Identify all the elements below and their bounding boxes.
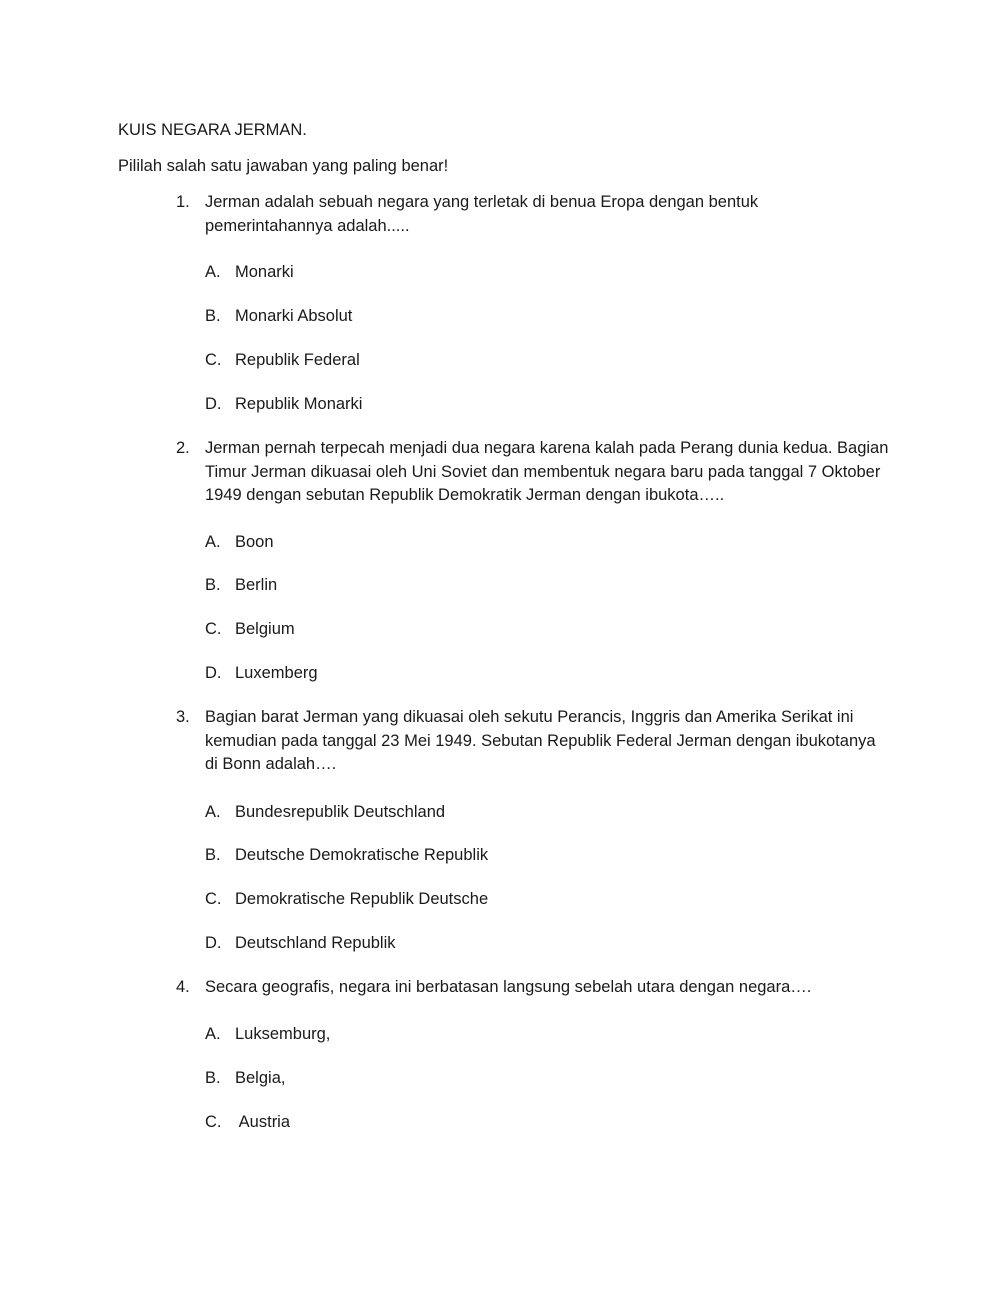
question-4-text bbox=[205, 976, 895, 1000]
question-2-option-c[interactable] bbox=[205, 618, 295, 640]
option-letter: C. bbox=[205, 351, 222, 369]
option-text: Belgium bbox=[235, 620, 295, 638]
option-text: Berlin bbox=[235, 576, 278, 594]
option-text: Bundesrepublik Deutschland bbox=[235, 803, 446, 821]
question-2-line: Jerman pernah terpecah menjadi dua negara karena kalah pada Perang dunia kedua. Bagian bbox=[205, 439, 889, 457]
option-letter: C. bbox=[205, 620, 222, 638]
question-4-option-a[interactable] bbox=[205, 1023, 330, 1045]
question-4-option-b[interactable] bbox=[205, 1067, 285, 1089]
question-2-number: 2. bbox=[176, 439, 190, 457]
question-4-option-c[interactable] bbox=[205, 1111, 290, 1133]
option-text: Boon bbox=[235, 533, 274, 551]
question-1-line: pemerintahannya adalah..... bbox=[205, 216, 410, 235]
question-3-line: di Bonn adalah…. bbox=[205, 755, 337, 773]
question-2-option-a[interactable] bbox=[205, 531, 274, 553]
question-2-option-b[interactable] bbox=[205, 574, 277, 596]
option-letter: B. bbox=[205, 1069, 221, 1087]
option-text: Monarki Absolut bbox=[235, 307, 353, 325]
question-3-line: kemudian pada tanggal 23 Mei 1949. Sebutan Republik Federal Jerman dengan ibukotanya bbox=[205, 731, 876, 750]
question-2-line: 1949 dengan sebutan Republik Demokratik Jerman dengan ibukota….. bbox=[205, 486, 725, 504]
option-text: Monarki bbox=[235, 263, 294, 281]
question-1-option-b[interactable] bbox=[205, 305, 352, 327]
question-1-line: Jerman adalah sebuah negara yang terletak di benua Eropa dengan bentuk bbox=[205, 193, 759, 211]
question-3-line: Bagian barat Jerman yang dikuasai oleh sekutu Perancis, Inggris dan Amerika Serikat ini bbox=[205, 708, 854, 726]
option-letter: D. bbox=[205, 395, 222, 413]
option-text: Deutsche Demokratische Republik bbox=[235, 846, 489, 864]
question-3-option-a[interactable] bbox=[205, 801, 445, 823]
question-1-option-c[interactable] bbox=[205, 349, 360, 371]
option-letter: A. bbox=[205, 803, 221, 821]
option-letter: B. bbox=[205, 576, 221, 594]
option-letter: B. bbox=[205, 307, 221, 325]
option-text: Belgia, bbox=[235, 1069, 286, 1087]
option-letter: A. bbox=[205, 263, 221, 281]
question-2-option-d[interactable] bbox=[205, 662, 318, 684]
option-text: Republik Federal bbox=[235, 351, 360, 369]
question-2-line: Timur Jerman dikuasai oleh Uni Soviet dan membentuk negara baru pada tanggal 7 Oktober bbox=[205, 462, 881, 481]
option-letter: D. bbox=[205, 934, 222, 952]
option-text: Republik Monarki bbox=[235, 395, 363, 413]
question-1-text bbox=[205, 191, 895, 238]
question-3-option-d[interactable] bbox=[205, 932, 396, 954]
option-text: Demokratische Republik Deutsche bbox=[235, 890, 489, 908]
option-letter: B. bbox=[205, 846, 221, 864]
option-letter: C. bbox=[205, 890, 222, 908]
question-1-option-d[interactable] bbox=[205, 393, 362, 415]
option-letter: D. bbox=[205, 664, 222, 682]
option-letter: A. bbox=[205, 1025, 221, 1043]
quiz-instruction: Pililah salah satu jawaban yang paling benar! bbox=[118, 157, 449, 175]
question-4-line: Secara geografis, negara ini berbatasan langsung sebelah utara dengan negara…. bbox=[205, 978, 812, 996]
question-3-number: 3. bbox=[176, 708, 190, 726]
question-3-option-b[interactable] bbox=[205, 844, 488, 866]
option-letter: C. bbox=[205, 1113, 222, 1131]
question-4-number: 4. bbox=[176, 978, 190, 996]
option-letter: A. bbox=[205, 533, 221, 551]
question-1-option-a[interactable] bbox=[205, 261, 294, 283]
option-text: Luksemburg, bbox=[235, 1025, 331, 1043]
option-text: Luxemberg bbox=[235, 664, 318, 682]
question-3-text bbox=[205, 706, 895, 777]
option-text: Deutschland Republik bbox=[235, 934, 396, 952]
question-3-option-c[interactable] bbox=[205, 888, 488, 910]
question-2-text bbox=[205, 437, 895, 508]
option-text: Austria bbox=[235, 1113, 291, 1131]
quiz-title: KUIS NEGARA JERMAN. bbox=[118, 121, 307, 139]
question-1-number: 1. bbox=[176, 193, 190, 211]
